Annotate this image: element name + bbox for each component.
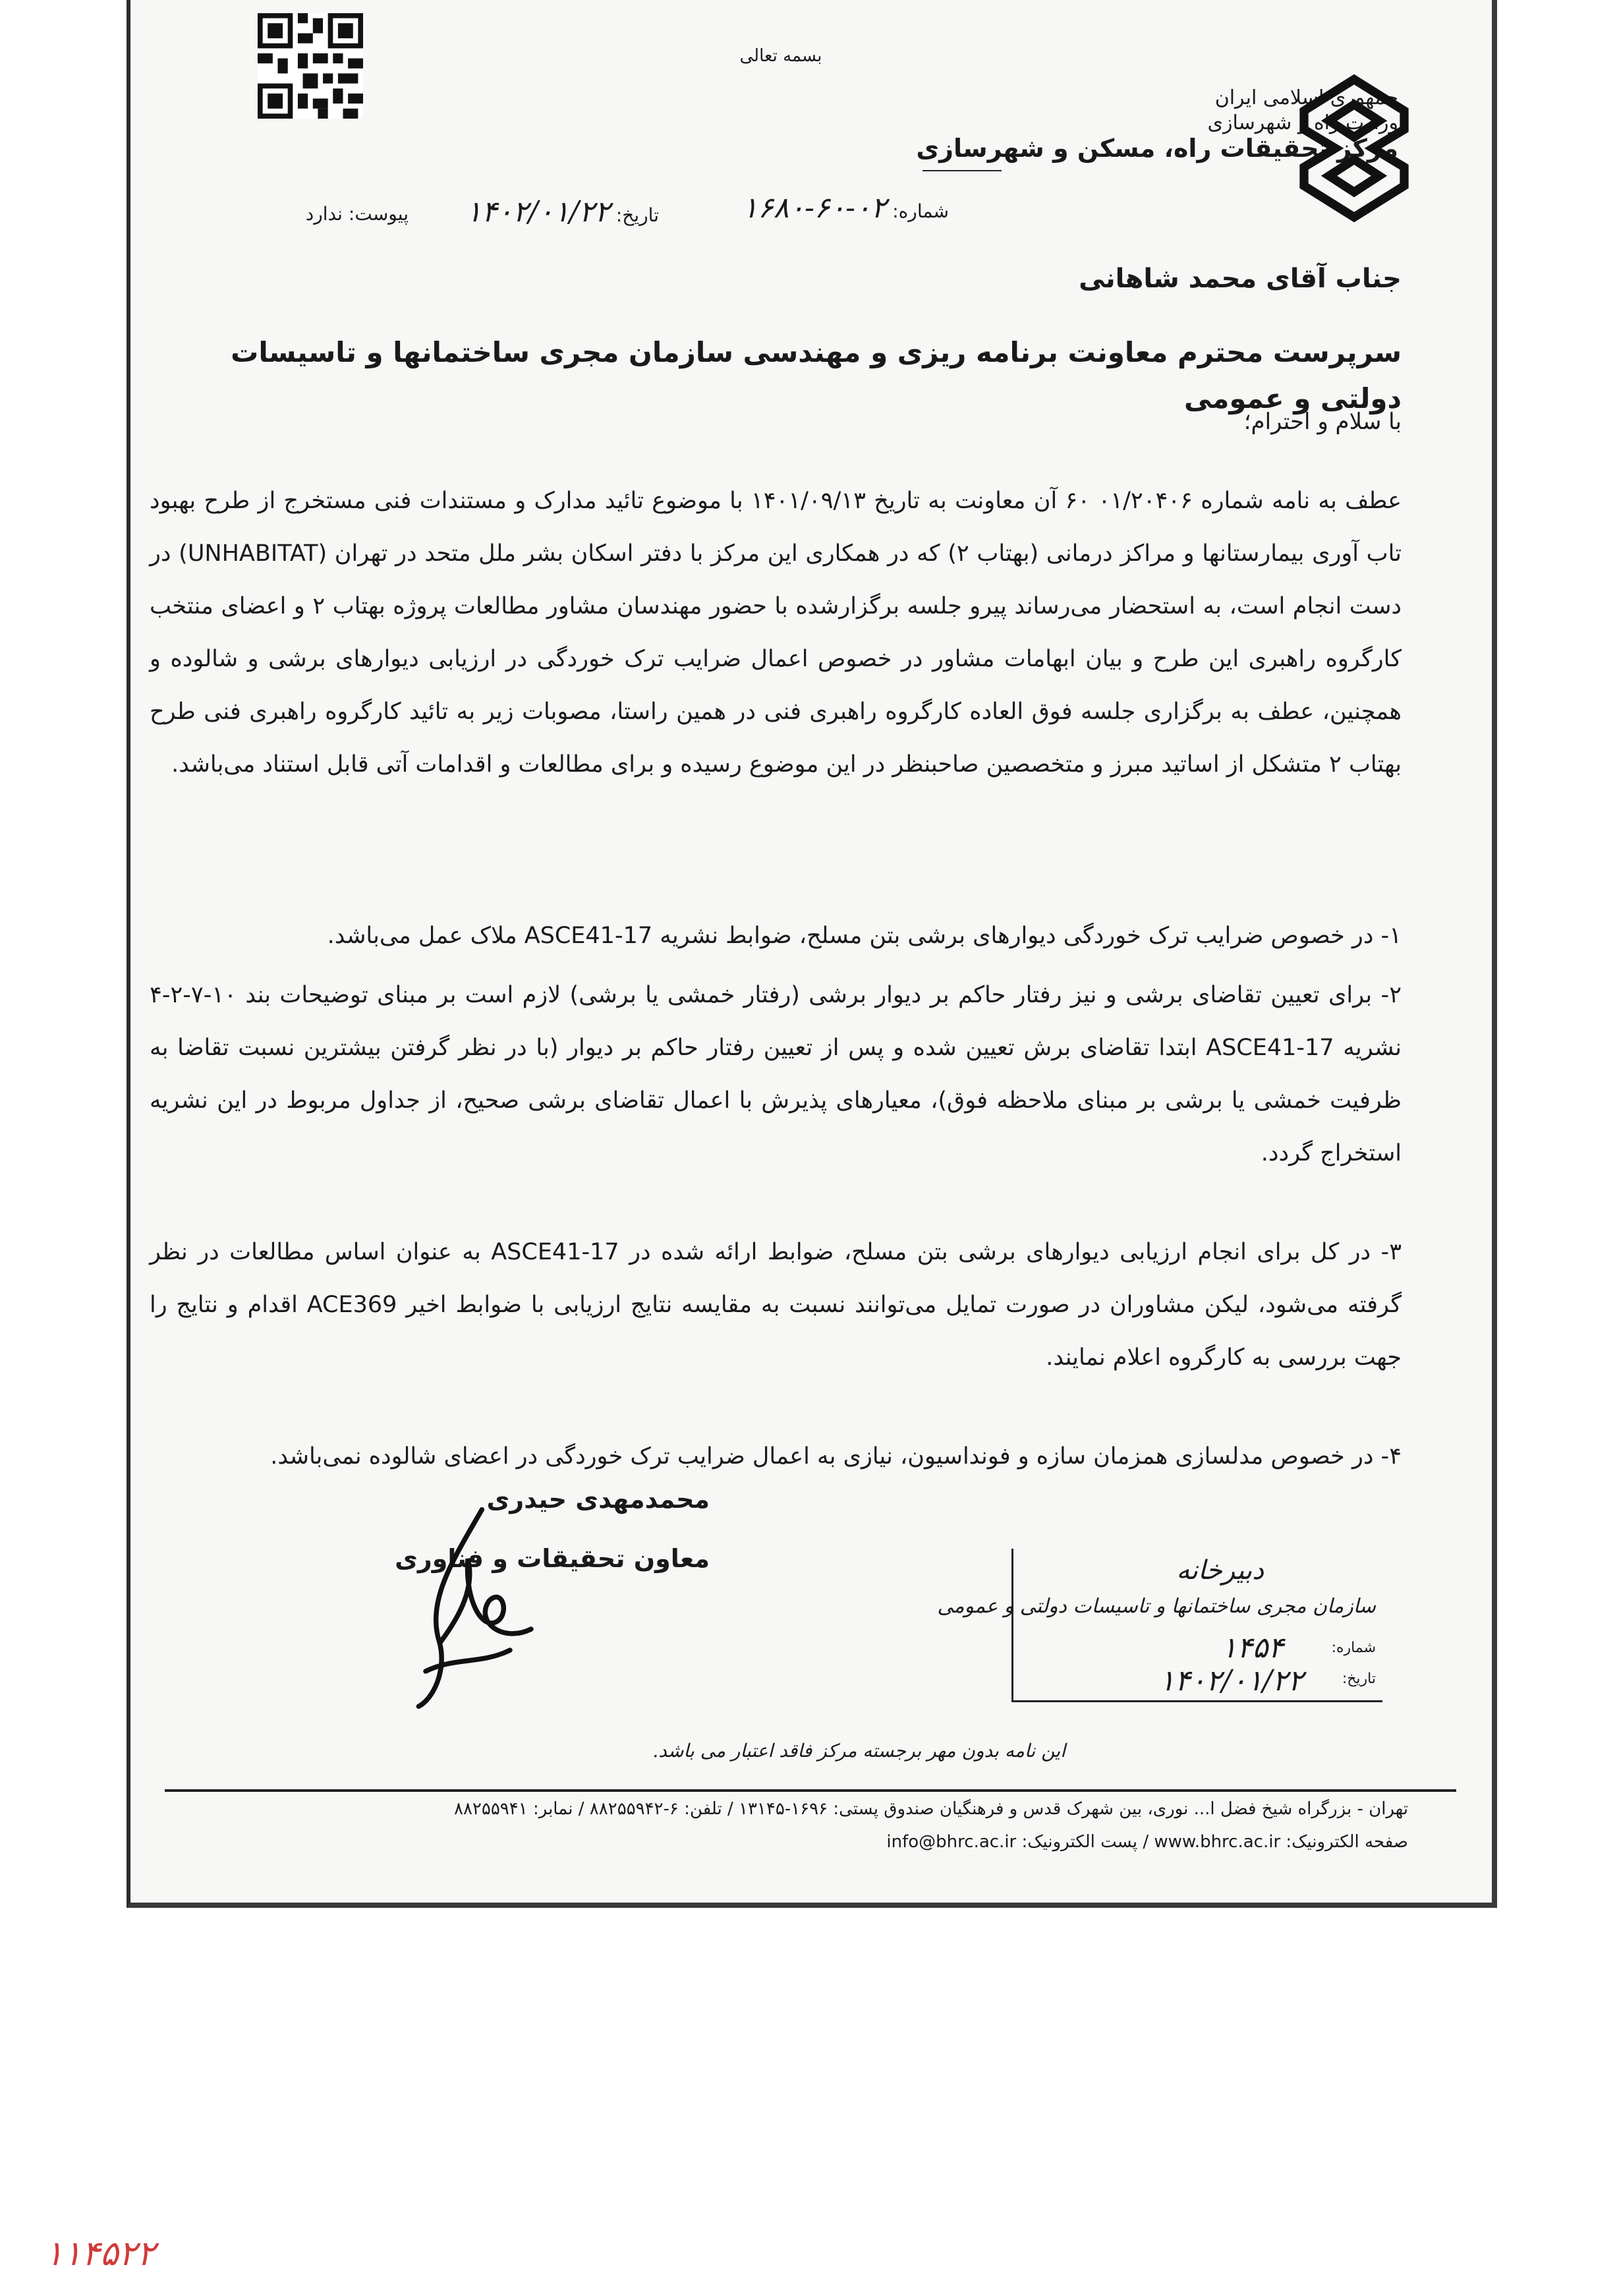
footer-web: صفحه الکترونیک: www.bhrc.ac.ir / پست الکترونیک: info@bhrc.ac.ir [886,1832,1408,1852]
letter-number: شماره: ۰۲-۶۰-۱۶۸۰ [742,191,949,225]
secretariat-stamp [937,1549,1382,1702]
stamp-organization: سازمان مجری ساختمانها و تاسیسات دولتی و عمومی [937,1595,1376,1618]
addressee: جناب آقای محمد شاهانی [1079,264,1402,294]
letter-intro-paragraph: عطف به نامه شماره ۰۱/۲۰۴۰۶ ۶۰ آن معاونت به تاریخ ۱۴۰۱/۰۹/۱۳ با موضوع تائید مدارک و مستندات فنی مستخرج از طرح بهبود تاب آوری بیمارستانها و مراکز درمانی (بهتاب ۲) که در همکاری این مرکز با دفتر اسکان بشر ملل متحد در تهران (UNHABITAT) در دست انجام است، به استحضار می‌رساند پیرو جلسه برگزارشده با حضور مهندسان مشاور مطالعات پروژه بهتاب ۲ و اعضای منتخب کارگروه راهبری این طرح و بیان ابهامات مشاور در خصوص اعمال ضرایب ترک خوردگی در ارزیابی دیوارهای برشی و شالوده و همچنین، عطف به برگزاری جلسه فوق العاده کارگروه راهبری فنی در همین راستا، مصوبات زیر به تائید کارگروه راهبری فنی طرح بهتاب ۲ متشکل از اساتید مبرز و متخصصین صاحبنظر در این موضوع رسیده و برای مطالعات و اقدامات آتی قابل استناد می‌باشد. [150,488,1402,778]
org-ministry: وزارت راه و شهرسازی [1207,111,1398,134]
validity-note: این نامه بدون مهر برجسته مرکز فاقد اعتبار می باشد. [652,1740,1065,1762]
letter-date: تاریخ: ۱۴۰۲/۰۱/۲۲ [466,195,659,229]
signer-title: معاون تحقیقات و فناوری [395,1544,710,1573]
stamp-date-label: تاریخ: [1342,1671,1376,1687]
footer-address: تهران - بزرگراه شیخ فضل ا... نوری، بین شهرک قدس و فرهنگیان صندوق پستی: ۱۶۹۶-۱۳۱۴۵ / تلفن: ۶-۸۸۲۵۵۹۴۲ / نمابر: ۸۸۲۵۵۹۴۱ [453,1799,1408,1819]
qr-code-icon [254,13,367,119]
stamp-date: ۱۴۰۲/۰۱/۲۲ [1159,1664,1303,1698]
greeting: با سلام و احترام؛ [1243,409,1402,435]
stamp-number-label: شماره: [1331,1640,1376,1656]
header-underline [923,170,1002,171]
resolution-item-4: ۴- در خصوص مدلسازی همزمان سازه و فونداسیون، نیازی به اعمال ضرایب ترک خوردگی در اعضای شالوده نمی‌باشد. [270,1443,1402,1470]
resolution-item-2: ۲- برای تعیین تقاضای برشی و نیز رفتار حاکم بر دیوار برشی (رفتار خمشی یا برشی) لازم است بر مبنای توضیحات بند ۱۰-۷-۲-۴ نشریه ASCE41-17 ابتدا تقاضای برش تعیین شده و پس از تعیین رفتار حاکم بر دیوار (با در نظر گرفتن بیشترین نسبت تقاضا به ظرفیت خمشی یا برشی بر مبنای ملاحظه فوق)، معیارهای پذیرش با اعمال تقاضای برشی صحیح، از جداول مربوط در این نشریه استخراج گردد. [150,982,1402,1166]
org-country: جمهوری اسلامی ایران [1214,86,1398,109]
letter-meta [211,191,949,250]
footer-divider [165,1789,1456,1792]
signer-name: محمدمهدی حیدری [486,1485,710,1514]
resolution-item-3: ۳- در کل برای انجام ارزیابی دیوارهای برشی بتن مسلح، ضوابط ارائه شده در ASCE41-17 به عنوان اساس مطالعات در نظر گرفته می‌شود، لیکن مشاوران در صورت تمایل می‌توانند نسبت به مقایسه نتایج ارزیابی با ضوابط اخیر ACE369 اقدام و نتایج را جهت بررسی به کارگروه اعلام نمایند. [150,1239,1402,1371]
recipient-title: سرپرست محترم معاونت برنامه ریزی و مهندسی سازمان مجری ساختمانها و تاسیسات دولتی و عمومی [231,336,1402,415]
registration-number: ۱۱۴۵۲۲ [45,2234,156,2274]
resolution-item-1: ۱- در خصوص ضرایب ترک خوردگی دیوارهای برشی بتن مسلح، ضوابط نشریه ASCE41-17 ملاک عمل می‌باشد. [327,923,1402,949]
org-center: مرکز تحقیقات راه، مسکن و شهرسازی [916,134,1398,163]
letter-attachment: پیوست: ندارد [305,203,409,225]
bismillah-header: بسمه تعالی [739,46,822,66]
bhrc-logo-icon [1292,72,1417,224]
handwritten-signature-icon [395,1503,540,1713]
stamp-title: دبیرخانه [1176,1555,1264,1586]
stamp-number: ۱۴۵۴ [1221,1631,1284,1665]
